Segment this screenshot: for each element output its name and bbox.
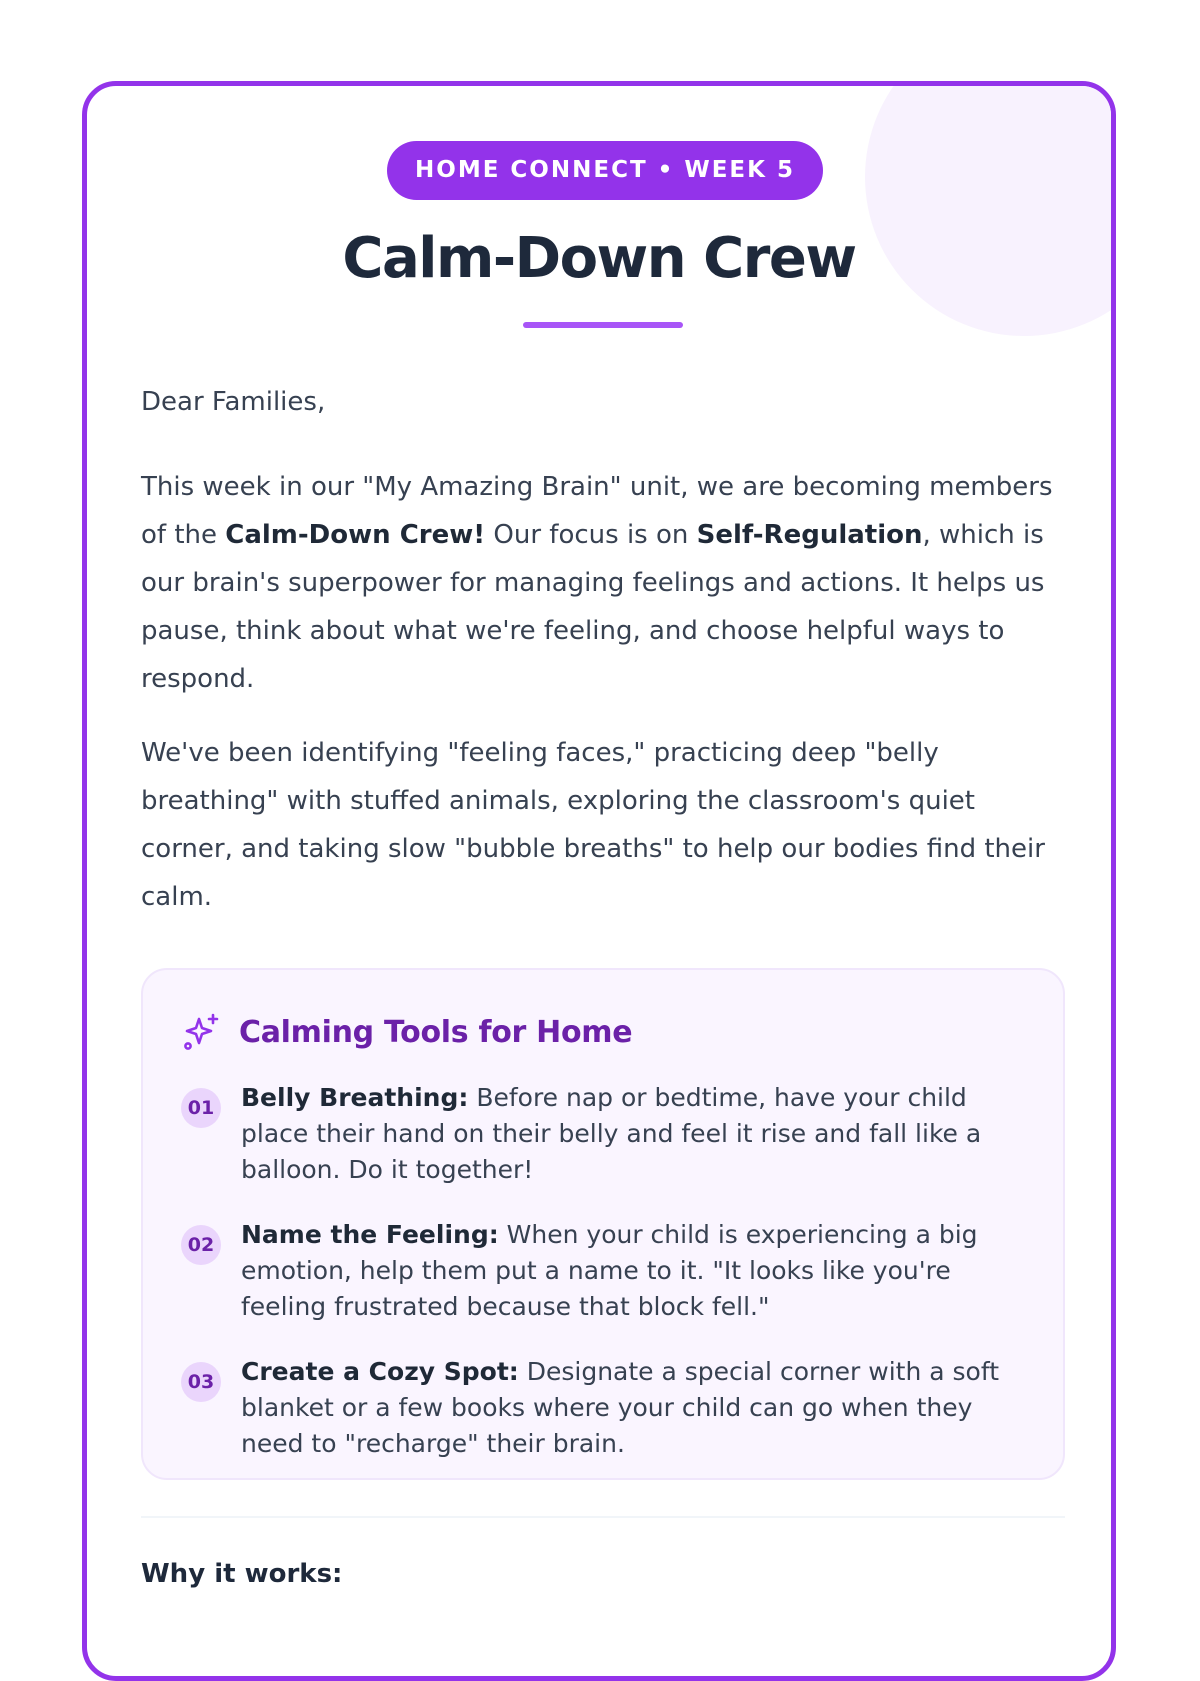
tool-description (241, 1354, 1001, 1462)
calming-tools-box (141, 968, 1065, 1480)
greeting: Dear Families, (141, 387, 326, 417)
tool-label: Create a Cozy Spot: (241, 1357, 519, 1386)
section-divider (141, 1516, 1065, 1518)
tool-number: 01 (181, 1088, 221, 1128)
sparkle-icon (181, 1011, 223, 1053)
tool-number: 02 (181, 1225, 221, 1265)
intro-text-1: This week in our "My Amazing Brain" unit, we are becoming members of the (141, 472, 1053, 550)
why-it-works-heading: Why it works: (141, 1559, 343, 1589)
tool-number: 03 (181, 1362, 221, 1402)
newsletter-card (82, 81, 1116, 1681)
calming-tools-header (181, 1010, 632, 1054)
tool-item (181, 1217, 1001, 1325)
calming-tools-title: Calming Tools for Home (239, 1014, 633, 1050)
tool-label: Name the Feeling: (241, 1220, 499, 1249)
tool-description (241, 1080, 1001, 1188)
week-badge: HOME CONNECT • WEEK 5 (387, 141, 823, 200)
decorative-circle (865, 81, 1116, 336)
tool-body: Designate a special corner with a soft blanket or a few books where your child can go when they need to "recharge" their brain. (241, 1357, 1000, 1458)
tool-label: Belly Breathing: (241, 1083, 469, 1112)
tool-body: Before nap or bedtime, have your child place their hand on their belly and feel it rise and fall like a balloon. Do it together! (241, 1083, 982, 1184)
tool-body: When your child is experiencing a big emotion, help them put a name to it. "It looks like you're feeling frustrated because that block fell." (241, 1220, 978, 1321)
activities-paragraph: We've been identifying "feeling faces," practicing deep "belly breathing" with stuffed animals, exploring the classroom's quiet corner, and taking slow "bubble breaths" to help our bodies find their calm. (141, 738, 1045, 912)
tool-item (181, 1080, 1001, 1188)
intro-text-2: Our focus is on (485, 520, 697, 550)
title-underline (523, 322, 683, 328)
intro-bold-crew: Calm-Down Crew! (225, 520, 486, 550)
tool-item (181, 1354, 1001, 1462)
intro-bold-self-regulation: Self-Regulation (696, 520, 923, 550)
tool-description (241, 1217, 1001, 1325)
page-title: Calm-Down Crew (342, 226, 856, 291)
intro-paragraph (141, 463, 1061, 703)
intro-text-3: , which is our brain's superpower for managing feelings and actions. It helps us pause, think about what we're feeling, and choose helpful ways to respond. (141, 520, 1045, 694)
